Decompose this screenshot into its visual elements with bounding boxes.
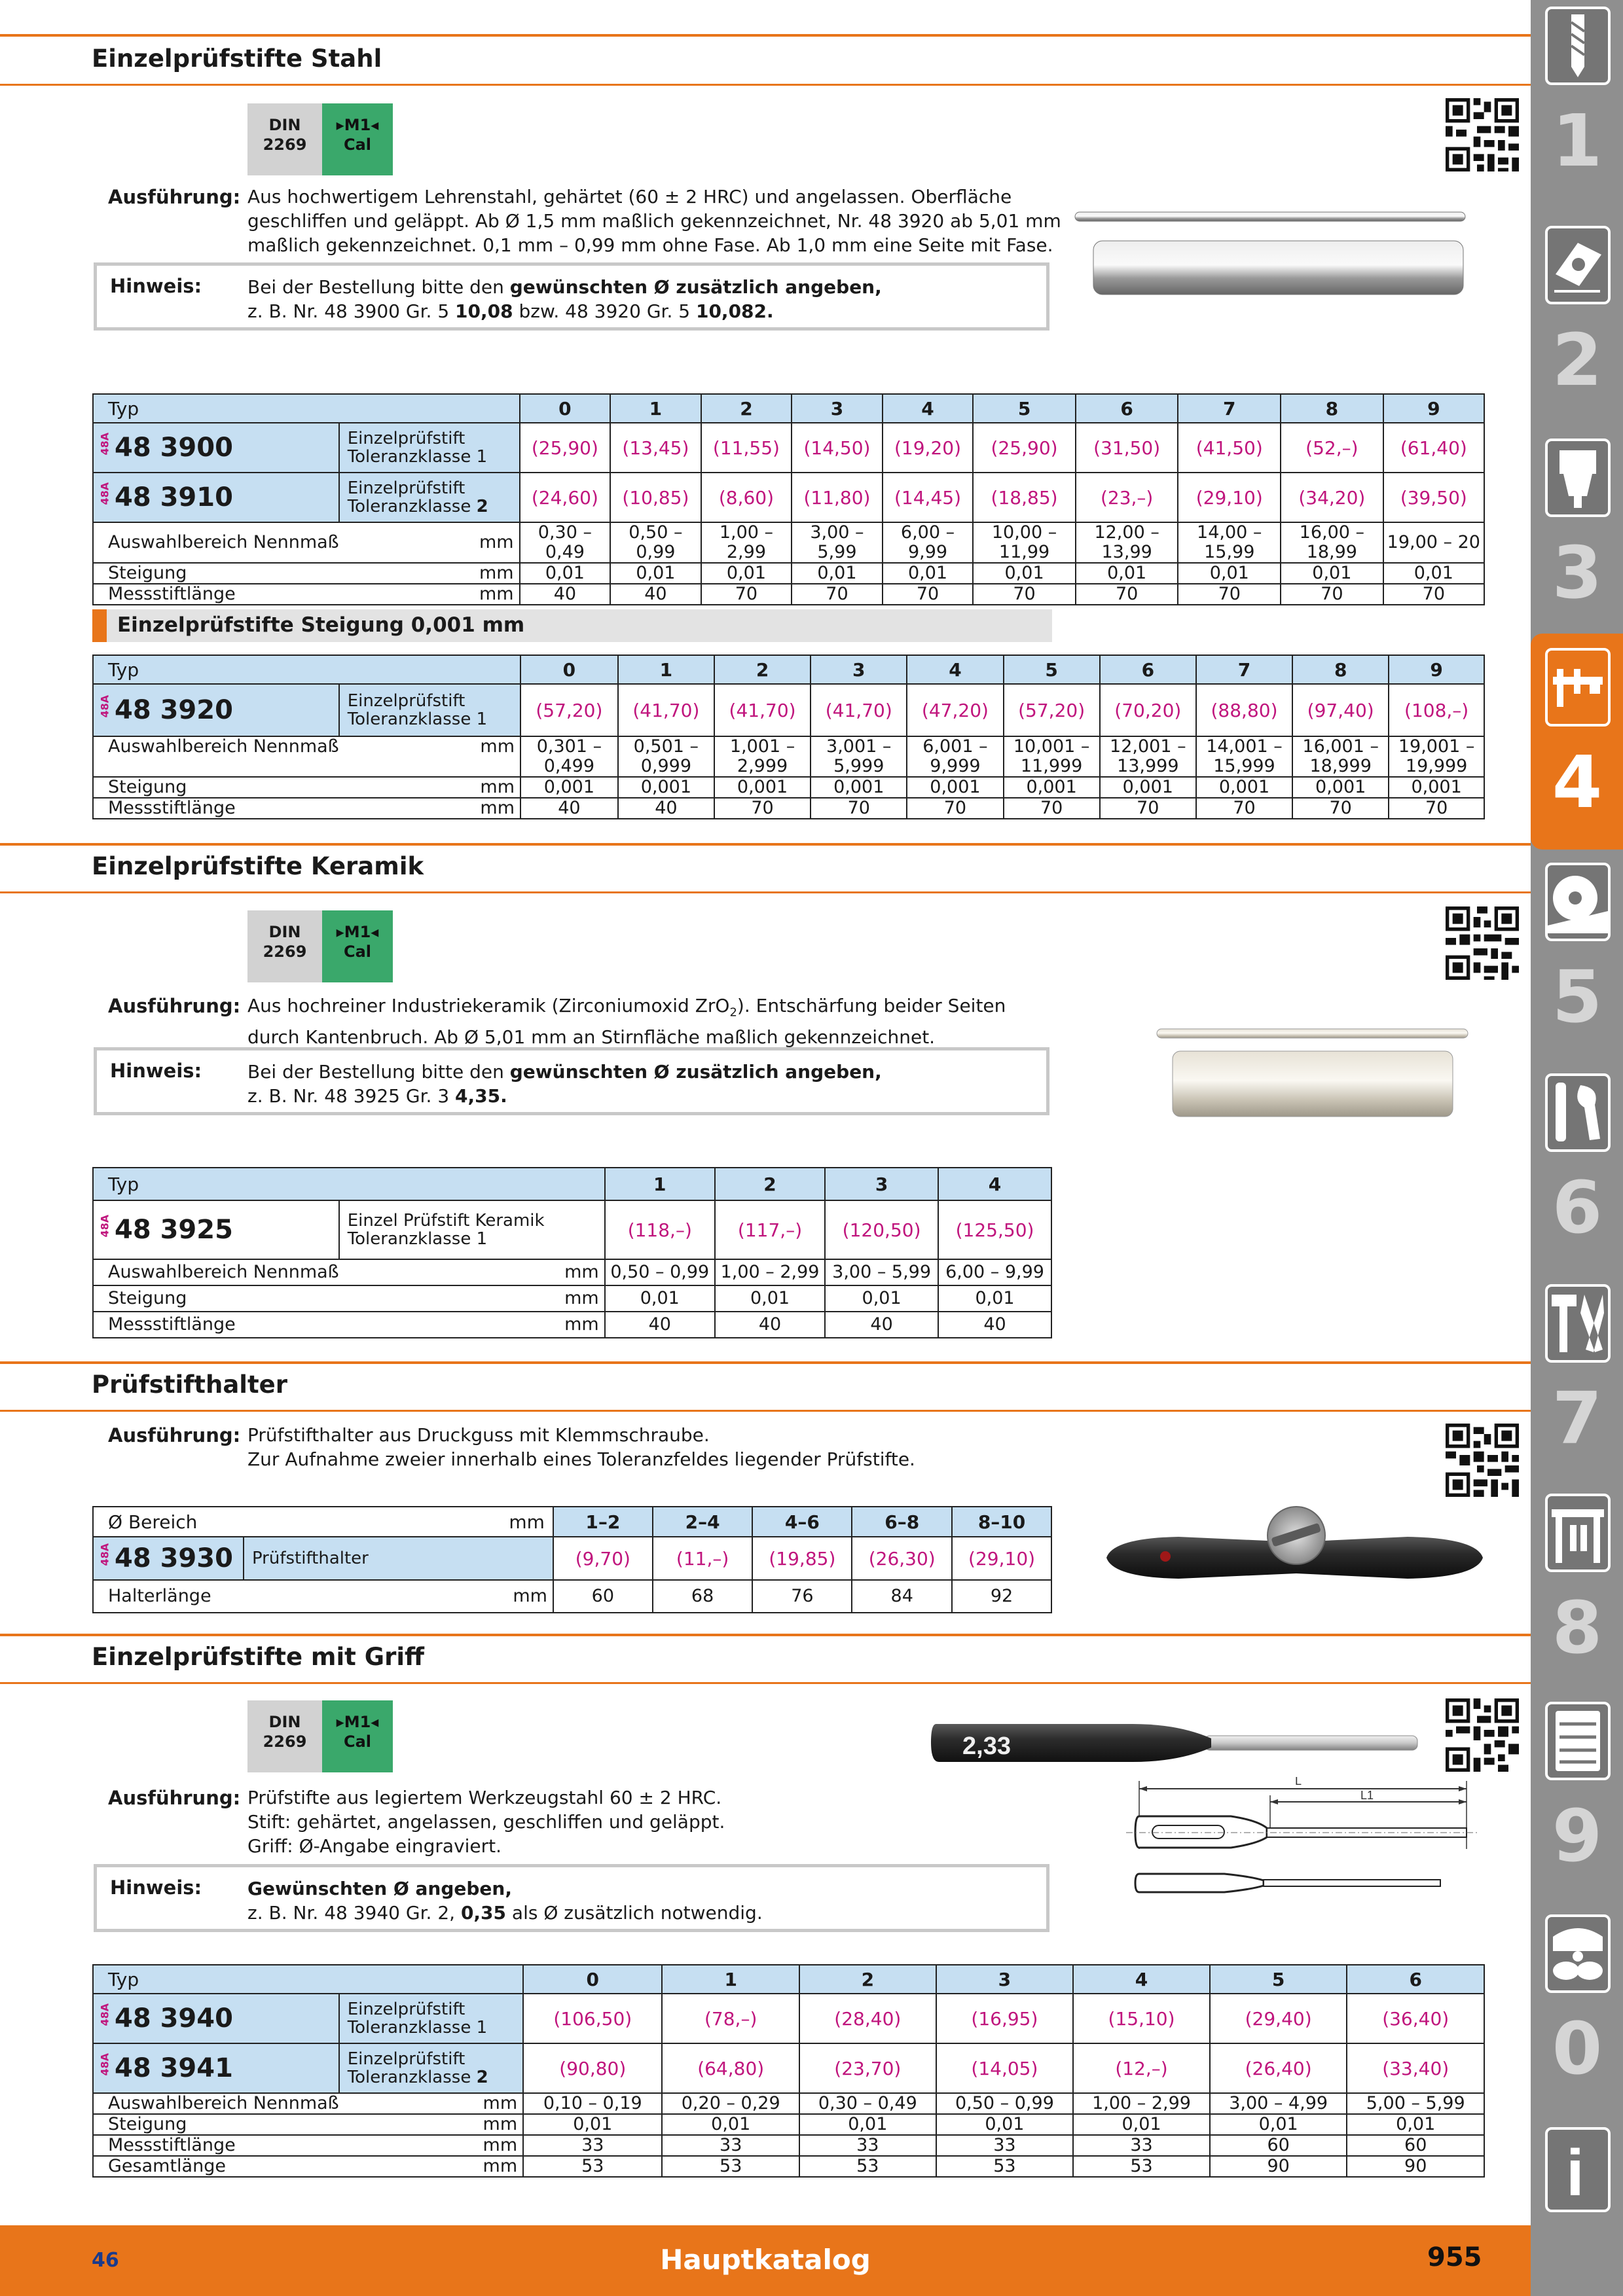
article-number[interactable]: 48A 48 3930 <box>93 1537 244 1580</box>
din-label: DIN 2269 <box>247 1700 322 1772</box>
section-rule <box>0 1682 1531 1684</box>
chapter-number: 1 <box>1552 99 1603 183</box>
subsection-bar <box>92 609 1052 642</box>
table-row: 48A 48 3930 Prüfstifthalter (9,70) (11,–) (19,85) (26,30) (29,10) <box>93 1537 1051 1580</box>
price-cell: (25,90) <box>973 423 1076 473</box>
price-cell: (39,50) <box>1383 473 1484 522</box>
price-cell: (19,85) <box>752 1537 852 1580</box>
din-m1-badge <box>247 103 393 175</box>
chapter-number: 8 <box>1552 1586 1603 1670</box>
price-cell: (34,20) <box>1281 473 1383 522</box>
note-label: Hinweis: <box>110 1876 202 1899</box>
info-row: Auswahlbereich Nennmaß mm 0,10 – 0,19 0,20 – 0,29 0,30 – 0,49 0,50 – 0,99 1,00 – 2,99 3,00 – 4,99 5,00 – 5,99 <box>93 2093 1484 2114</box>
drill-icon <box>1545 7 1611 85</box>
table-row: 48A 48 3920 Einzelprüfstift Toleranzklasse 1 (57,20) (41,70) (41,70) (41,70) (47,20) (57,20) (70,20) (88,80) (97,40) (108,–) <box>93 684 1484 736</box>
price-cell: (10,85) <box>610 473 701 522</box>
price-cell: (14,45) <box>883 473 974 522</box>
cabinet-icon <box>1545 1702 1611 1780</box>
section-rule <box>0 1634 1531 1636</box>
info-row: Halterlänge mm 60 68 76 84 92 <box>93 1580 1051 1613</box>
article-number[interactable]: 48A 48 3920 <box>93 684 339 736</box>
execution-text: Aus hochreiner Industriekeramik (Zirconiumoxid ZrO$_2$). Entschärfung beider Seiten durch Kantenbruch. Ab Ø 5,01 mm an Stirnfläche maßlich gekennzeichnet. <box>247 995 1006 1048</box>
chapter-tab-info[interactable] <box>1539 2127 1616 2219</box>
price-cell: (78,–) <box>662 1994 799 2043</box>
price-cell: (19,20) <box>883 423 974 473</box>
m1-cal-label: ▸M1◂ Cal <box>322 103 393 175</box>
chuck-icon <box>1545 439 1611 517</box>
price-cell: (29,40) <box>1210 1994 1347 2043</box>
subsection-marker <box>92 609 107 642</box>
chapter-number: 2 <box>1552 318 1603 402</box>
price-cell: (31,50) <box>1076 423 1178 473</box>
chapter-number: 6 <box>1552 1166 1603 1249</box>
chapter-number: 0 <box>1552 2007 1603 2090</box>
execution-text: Prüfstifthalter aus Druckguss mit Klemmschraube. Zur Aufnahme zweier innerhalb eines Toleranzfeldes liegender Prüfstifte. <box>247 1424 915 1470</box>
section-rule <box>0 84 1531 86</box>
steel-pin-image <box>1074 207 1467 298</box>
chapter-tab-7[interactable] <box>1539 1284 1616 1494</box>
din-label: DIN 2269 <box>247 103 322 175</box>
chapter-tab-9[interactable] <box>1539 1702 1616 1911</box>
execution-label: Ausführung: <box>108 1424 241 1446</box>
holder-image <box>1100 1505 1486 1597</box>
price-cell: (28,40) <box>799 1994 936 2043</box>
price-cell: (47,20) <box>907 684 1003 736</box>
article-number[interactable]: 48A 48 3900 <box>93 423 339 473</box>
note-label: Hinweis: <box>110 275 202 297</box>
info-row: Messstiftlänge mm 33 33 33 33 33 60 60 <box>93 2135 1484 2156</box>
info-row: Steigung mm 0,01 0,01 0,01 0,01 <box>93 1285 1051 1312</box>
section-rule <box>0 891 1531 893</box>
price-cell: (11,80) <box>792 473 883 522</box>
chapter-tab-8[interactable] <box>1539 1494 1616 1703</box>
price-cell: (13,45) <box>610 423 701 473</box>
din-m1-badge <box>247 910 393 982</box>
price-cell: (106,50) <box>523 1994 662 2043</box>
note-text: Bei der Bestellung bitte den gewünschten Ø zusätzlich angeben, z. B. Nr. 48 3900 Gr. 5 10,08 bzw. 48 3920 Gr. 5 10,082. <box>247 276 882 322</box>
page-number-right: 955 <box>1427 2242 1482 2272</box>
section-title-holder: Prüfstifthalter <box>92 1371 287 1399</box>
range-header: Ø Bereich <box>93 1507 244 1537</box>
price-cell: (41,70) <box>811 684 907 736</box>
execution-label: Ausführung: <box>108 1787 241 1809</box>
chapter-number: 7 <box>1552 1376 1603 1460</box>
din-m1-badge <box>247 1700 393 1772</box>
price-cell: (120,50) <box>825 1200 938 1259</box>
price-cell: (108,–) <box>1389 684 1484 736</box>
qr-code[interactable] <box>1446 906 1519 980</box>
insert-icon <box>1545 226 1611 304</box>
article-number[interactable]: 48A 48 3910 <box>93 473 339 522</box>
price-cell: (90,80) <box>523 2043 662 2093</box>
chapter-tab-0[interactable] <box>1539 1914 1616 2124</box>
section-rule <box>0 1361 1531 1364</box>
price-cell: (14,05) <box>936 2043 1074 2093</box>
type-header: Typ <box>93 394 520 423</box>
price-cell: (26,40) <box>1210 2043 1347 2093</box>
price-cell: (117,–) <box>715 1200 825 1259</box>
section-title-steel: Einzelprüfstifte Stahl <box>92 45 382 73</box>
price-cell: (57,20) <box>1004 684 1100 736</box>
price-cell: (23,70) <box>799 2043 936 2093</box>
product-table-pitch <box>92 655 1485 819</box>
price-cell: (23,–) <box>1076 473 1178 522</box>
section-title-ceramic: Einzelprüfstifte Keramik <box>92 852 424 880</box>
price-cell: (15,10) <box>1073 1994 1210 2043</box>
saw-blade-icon <box>1545 863 1611 941</box>
info-row: Auswahlbereich Nennmaß mm 0,50 – 0,99 1,00 – 2,99 3,00 – 5,99 6,00 – 9,99 <box>93 1259 1051 1285</box>
price-cell: (57,20) <box>520 684 618 736</box>
svg-text:L1: L1 <box>1360 1789 1374 1802</box>
price-cell: (125,50) <box>938 1200 1051 1259</box>
price-cell: (36,40) <box>1347 1994 1484 2043</box>
type-header: Typ <box>93 1168 605 1200</box>
price-cell: (41,70) <box>618 684 714 736</box>
section-rule <box>0 843 1531 846</box>
execution-text: Aus hochwertigem Lehrenstahl, gehärtet (60 ± 2 HRC) und angelassen. Oberfläche geschliffen und geläppt. Ab Ø 1,5 mm maßlich gekennzeichnet, Nr. 48 3920 ab 5,01 mm maßlich gekennzeichnet. 0,1 mm – 0,99 mm ohne Fase. Ab 1,0 mm eine Seite mit Fase. <box>247 186 1061 256</box>
price-cell: (14,50) <box>792 423 883 473</box>
table-header: Typ 0 1 2 3 4 5 6 7 8 9 <box>93 655 1484 684</box>
product-table-holder <box>92 1506 1052 1613</box>
workbench-icon <box>1545 1494 1611 1572</box>
price-cell: (33,40) <box>1347 2043 1484 2093</box>
execution-text: Prüfstifte aus legiertem Werkzeugstahl 60 ± 2 HRC. Stift: gehärtet, angelassen, geschliffen und geläppt. Griff: Ø-Angabe eingraviert. <box>247 1787 725 1857</box>
table-header: Ø Bereich mm 1–2 2–4 4–6 6–8 8–10 <box>93 1507 1051 1537</box>
subsection-title: Einzelprüfstifte Steigung 0,001 mm <box>117 613 525 637</box>
table-row: 48A 48 3925 Einzel Prüfstift Keramik Toleranzklasse 1 (118,–) (117,–) (120,50) (125,50) <box>93 1200 1051 1259</box>
product-table-handle <box>92 1964 1485 2178</box>
note-box <box>94 1864 1049 1932</box>
chapter-tab-6[interactable] <box>1539 1073 1616 1283</box>
price-cell: (8,60) <box>701 473 792 522</box>
chapter-number: 9 <box>1552 1794 1603 1878</box>
chapter-tab-2[interactable] <box>1539 226 1616 435</box>
ceramic-pin-image <box>1156 1028 1470 1119</box>
table-header: Typ 0 1 2 3 4 5 6 7 8 9 <box>93 394 1484 423</box>
info-row: Messstiftlänge mm 40 40 40 40 <box>93 1312 1051 1338</box>
info-icon <box>1545 2127 1611 2212</box>
execution-label: Ausführung: <box>108 186 241 208</box>
section-rule <box>0 34 1531 37</box>
table-header: Typ 0 1 2 3 4 5 6 <box>93 1965 1484 1994</box>
price-cell: (64,80) <box>662 2043 799 2093</box>
price-cell: (88,80) <box>1196 684 1292 736</box>
price-cell: (41,50) <box>1178 423 1281 473</box>
price-cell: (26,30) <box>852 1537 952 1580</box>
pliers-icon <box>1545 1284 1611 1363</box>
product-table-ceramic <box>92 1167 1052 1338</box>
price-cell: (16,95) <box>936 1994 1074 2043</box>
note-label: Hinweis: <box>110 1060 202 1082</box>
price-cell: (29,10) <box>952 1537 1051 1580</box>
page-number-left: 46 <box>92 2249 119 2272</box>
table-header: Typ 1 2 3 4 <box>93 1168 1051 1200</box>
price-cell: (52,–) <box>1281 423 1383 473</box>
execution-label: Ausführung: <box>108 995 241 1017</box>
handle-engraving: 2,33 <box>962 1732 1011 1760</box>
product-table-steel <box>92 393 1485 605</box>
price-cell: (61,40) <box>1383 423 1484 473</box>
chapter-number: 3 <box>1552 531 1603 615</box>
price-cell: (11,–) <box>653 1537 753 1580</box>
type-header: Typ <box>93 655 520 684</box>
chapter-tab-1[interactable] <box>1539 7 1616 216</box>
svg-text:i: i <box>1566 2136 1584 2210</box>
price-cell: (41,70) <box>714 684 811 736</box>
note-text: Gewünschten Ø angeben, z. B. Nr. 48 3940 Gr. 2, 0,35 als Ø zusätzlich notwendig. <box>247 1878 763 1924</box>
article-number[interactable]: 48A 48 3940 <box>93 1994 339 2043</box>
table-row: 48A 48 3941 Einzelprüfstift Toleranzklasse 2 (90,80) (64,80) (23,70) (14,05) (12,–) (26,40) (33,40) <box>93 2043 1484 2093</box>
info-row: Messstiftlänge mm 40 40 70 70 70 70 70 70 70 70 <box>93 798 1484 819</box>
price-cell: (11,55) <box>701 423 792 473</box>
dimension-drawing <box>1126 1777 1480 1908</box>
m1-cal-label: ▸M1◂ Cal <box>322 1700 393 1772</box>
info-row: Auswahlbereich Nennmaß mm 0,301 – 0,499 0,501 – 0,999 1,001 – 2,999 3,001 – 5,999 6,001 – 9,999 10,001 – 11,999 12,001 – 13,999 14,001 – 15,999 16,001 – 18,999 19,001 – 19,999 <box>93 736 1484 777</box>
article-number[interactable]: 48A 48 3925 <box>93 1200 339 1259</box>
info-row: Messstiftlänge mm 40 40 70 70 70 70 70 70 70 70 <box>93 584 1484 605</box>
info-row: Auswahlbereich Nennmaß mm 0,30 – 0,49 0,50 – 0,99 1,00 – 2,99 3,00 – 5,99 6,00 – 9,99 10,00 – 11,99 12,00 – 13,99 14,00 – 15,99 16,00 – 18,99 19,00 – 20 <box>93 522 1484 563</box>
price-cell: (18,85) <box>973 473 1076 522</box>
table-row: 48A 48 3940 Einzelprüfstift Toleranzklasse 1 (106,50) (78,–) (28,40) (16,95) (15,10) (29,40) (36,40) <box>93 1994 1484 2043</box>
price-cell: (24,60) <box>520 473 611 522</box>
article-number[interactable]: 48A 48 3941 <box>93 2043 339 2093</box>
info-row: Gesamtlänge mm 53 53 53 53 53 90 90 <box>93 2156 1484 2177</box>
m1-cal-label: ▸M1◂ Cal <box>322 910 393 982</box>
type-header: Typ <box>93 1965 523 1994</box>
note-text: Bei der Bestellung bitte den gewünschten Ø zusätzlich angeben, z. B. Nr. 48 3925 Gr. 3 4,35. <box>247 1061 882 1107</box>
price-cell: (97,40) <box>1292 684 1389 736</box>
price-cell: (12,–) <box>1073 2043 1210 2093</box>
price-cell: (9,70) <box>553 1537 653 1580</box>
chapter-number: 4 <box>1552 740 1603 824</box>
svg-text:L: L <box>1295 1777 1302 1787</box>
handle-pin-image <box>930 1715 1421 1774</box>
qr-code[interactable] <box>1446 1698 1519 1772</box>
chapter-tab-5[interactable] <box>1539 863 1616 1072</box>
qr-code[interactable] <box>1446 1424 1519 1497</box>
section-rule <box>0 1410 1531 1412</box>
info-row: Steigung mm 0,001 0,001 0,001 0,001 0,001 0,001 0,001 0,001 0,001 0,001 <box>93 777 1484 798</box>
safety-goggles-icon <box>1545 1914 1611 1993</box>
info-row: Steigung mm 0,01 0,01 0,01 0,01 0,01 0,01 0,01 <box>93 2114 1484 2135</box>
note-box <box>94 1047 1049 1115</box>
catalog-title: Hauptkatalog <box>660 2244 871 2276</box>
price-cell: (70,20) <box>1100 684 1196 736</box>
wrench-icon <box>1545 1073 1611 1152</box>
qr-code[interactable] <box>1446 98 1519 171</box>
table-row: 48A 48 3900 Einzelprüfstift Toleranzklasse 1 (25,90) (13,45) (11,55) (14,50) (19,20) (25,90) (31,50) (41,50) (52,–) (61,40) <box>93 423 1484 473</box>
price-cell: (29,10) <box>1178 473 1281 522</box>
price-cell: (25,90) <box>520 423 611 473</box>
chapter-number: 5 <box>1552 955 1603 1039</box>
note-box <box>94 262 1049 331</box>
table-row: 48A 48 3910 Einzelprüfstift Toleranzklasse 2 (24,60) (10,85) (8,60) (11,80) (14,45) (18,85) (23,–) (29,10) (34,20) (39,50) <box>93 473 1484 522</box>
page-footer <box>0 2225 1531 2296</box>
caliper-icon <box>1545 648 1611 726</box>
chapter-tab-3[interactable] <box>1539 439 1616 648</box>
info-row: Steigung mm 0,01 0,01 0,01 0,01 0,01 0,01 0,01 0,01 0,01 0,01 <box>93 563 1484 584</box>
price-cell: (118,–) <box>605 1200 715 1259</box>
din-label: DIN 2269 <box>247 910 322 982</box>
chapter-tab-4-active[interactable] <box>1539 648 1616 857</box>
section-title-handle: Einzelprüfstifte mit Griff <box>92 1643 425 1671</box>
